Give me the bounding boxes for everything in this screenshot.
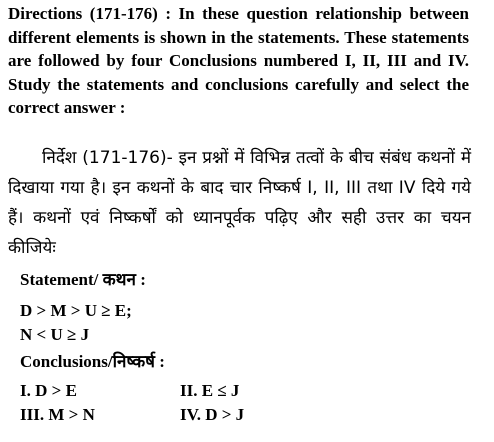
statement-1: D > M > U ≥ E; — [20, 301, 132, 320]
conclusions-label: Conclusions/निष्कर्ष : — [20, 352, 165, 371]
conclusion-4: IV. D > J — [180, 405, 245, 424]
directions-hindi-text: निर्देश (171-176)- इन प्रश्नों में विभिन्न तत्वों के बीच संबंध कथनों में दिखाया गया है। इन कथनों के बाद चार निष्कर्ष I, II, III तथा IV दिये गये हैं। कथनों एवं निष्कर्षों को ध्यानपूर्वक पढ़िए और सही उत्तर का चयन कीजियेः — [8, 148, 471, 258]
statement-2: N < U ≥ J — [20, 325, 90, 344]
conclusion-2: II. E ≤ J — [180, 381, 240, 400]
statement-label: Statement/ कथन : — [20, 270, 146, 289]
directions-english: Directions (171-176) : In these question relationship between different elements is shown in the statements. These statements are followed by four Conclusions numbered I, II, III and IV. Study the statements and conclusions carefully and select the correct answer : — [8, 4, 469, 118]
conclusion-1: I. D > E — [20, 381, 77, 400]
directions-hindi — [8, 143, 471, 263]
conclusion-3: III. M > N — [20, 405, 95, 424]
